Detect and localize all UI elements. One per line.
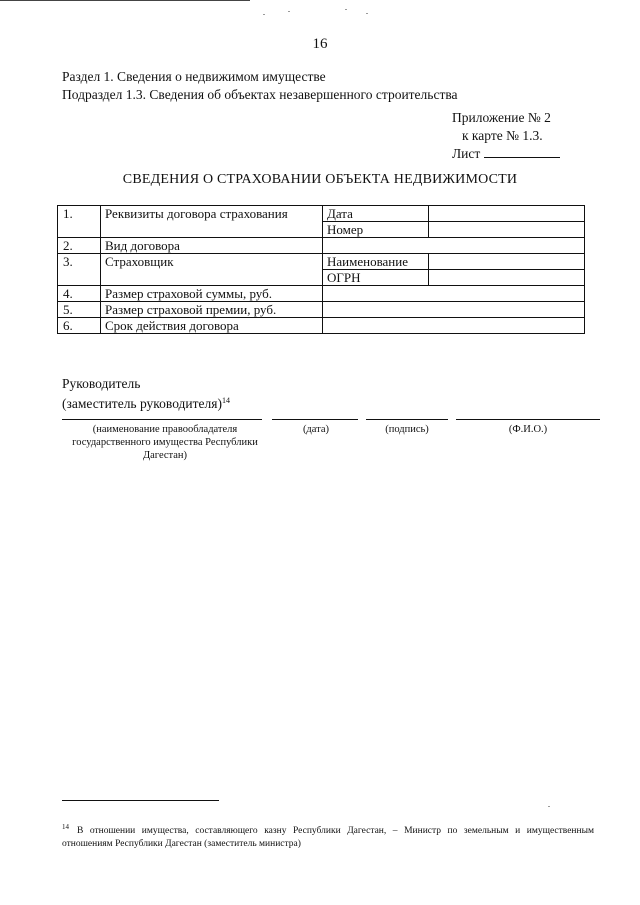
sub-label: ОГРН [323, 270, 429, 286]
document-title: СВЕДЕНИЯ О СТРАХОВАНИИ ОБЪЕКТА НЕДВИЖИМОСТИ [122, 172, 518, 187]
value-cell[interactable] [323, 302, 585, 318]
value-cell[interactable] [323, 238, 585, 254]
row-number: 2. [58, 238, 101, 254]
signatory-deputy: (заместитель руководителя)$^{14}$ [62, 396, 230, 411]
value-cell[interactable] [323, 318, 585, 334]
row-label: Срок действия договора [101, 318, 323, 334]
row-label: Размер страховой суммы, руб. [101, 286, 323, 302]
value-cell[interactable] [429, 270, 585, 286]
value-cell[interactable] [429, 254, 585, 270]
footnote [62, 821, 594, 851]
value-cell[interactable] [429, 206, 585, 222]
sign-caption: (подпись) [385, 424, 429, 435]
row-label: Реквизиты договора страхования [101, 206, 323, 238]
scan-speck [548, 806, 550, 807]
row-label: Размер страховой премии, руб. [101, 302, 323, 318]
sub-label: Дата [323, 206, 429, 222]
footnote-text: В отношении имущества, составляющего казну Республики Дагестан, – Министр по земельным и имущественным отношениям Республики Дагестан (заместитель министра) [62, 826, 594, 849]
value-cell[interactable] [323, 286, 585, 302]
holder-caption: (наименование правообладателя государственного имущества Республики Дагестан) [72, 424, 258, 461]
table-row [58, 238, 585, 254]
row-label: Вид договора [101, 238, 323, 254]
insurance-table [57, 205, 584, 334]
sheet-number-blank[interactable] [484, 145, 560, 158]
scan-edge-line [0, 0, 250, 1]
appendix-sheet [440, 145, 560, 163]
scan-speck [263, 14, 265, 15]
signatory-title: Руководитель [62, 376, 141, 391]
scan-speck [366, 13, 368, 14]
table-row [58, 286, 585, 302]
scan-speck [288, 11, 290, 12]
sub-label: Наименование [323, 254, 429, 270]
table-row [58, 206, 585, 222]
row-number: 3. [58, 254, 101, 286]
appendix-block [440, 109, 560, 163]
value-cell[interactable] [429, 222, 585, 238]
date-line[interactable] [272, 419, 358, 420]
page-number: 16 [312, 36, 328, 52]
subsection-title: Подраздел 1.3. Сведения об объектах незавершенного строительства [62, 87, 458, 102]
appendix-number: Приложение № 2 [452, 110, 551, 125]
scan-speck [345, 9, 347, 10]
signatory-heading [62, 375, 230, 412]
table-row [58, 318, 585, 334]
fio-caption: (Ф.И.О.) [508, 424, 548, 435]
date-caption: (дата) [302, 424, 330, 435]
footnote-ref[interactable]: 14 [221, 396, 230, 405]
row-number: 4. [58, 286, 101, 302]
row-number: 1. [58, 206, 101, 238]
footnote-rule [62, 800, 219, 801]
row-number: 6. [58, 318, 101, 334]
sheet-label: Лист [452, 146, 481, 161]
table-row [58, 302, 585, 318]
sign-line[interactable] [366, 419, 448, 420]
section-title: Раздел 1. Сведения о недвижимом имуществе [62, 69, 326, 84]
sub-label: Номер [323, 222, 429, 238]
table-row [58, 254, 585, 270]
footnote-number: 14 [62, 823, 69, 831]
row-label: Страховщик [101, 254, 323, 286]
holder-line[interactable] [62, 419, 262, 420]
section-heading [62, 68, 458, 104]
fio-line[interactable] [456, 419, 600, 420]
appendix-card-ref: к карте № 1.3. [462, 128, 543, 143]
row-number: 5. [58, 302, 101, 318]
